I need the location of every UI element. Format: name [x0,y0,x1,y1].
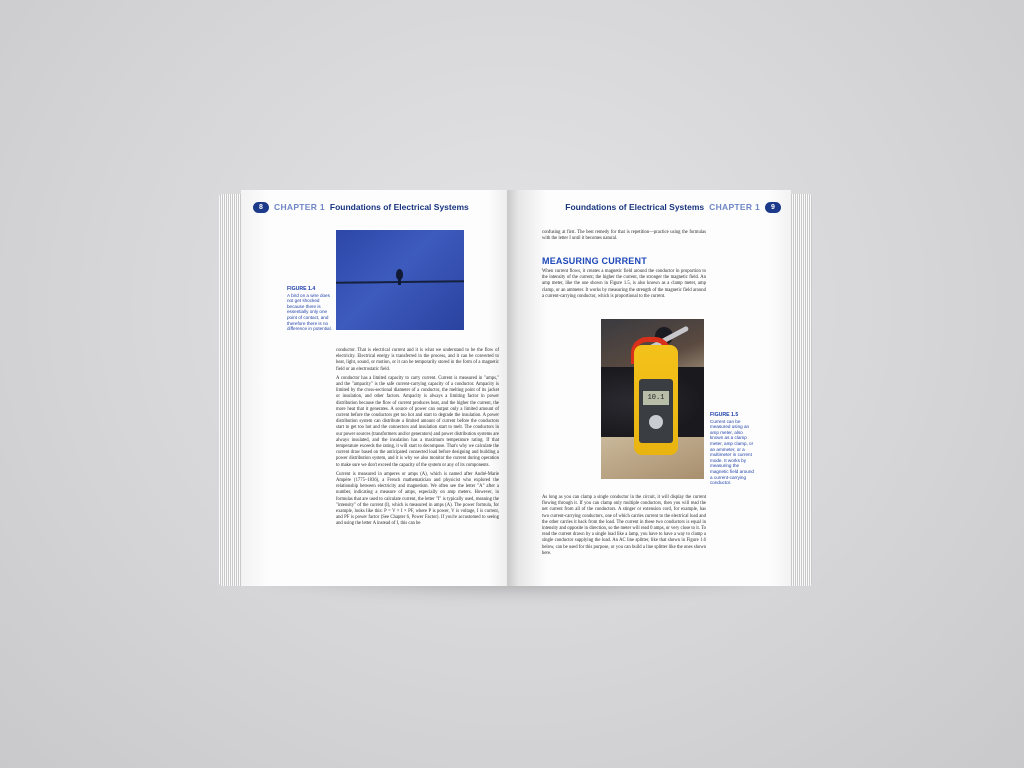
bird-on-wire-photo [336,230,464,330]
figure-label: FIGURE 1.4 [287,286,316,292]
clamp-meter [634,345,678,455]
page-number-badge: 8 [253,202,269,213]
chapter-label: CHAPTER 1 [274,202,325,212]
figure-caption-1-4 [287,287,333,332]
open-book [219,190,812,590]
paragraph: When current flows, it creates a magnetic field around the conductor in proportion to the intensity of the current; the higher the current, the stronger the magnetic field. An amp meter, like the one shown in Figure 1.5, is also known as a clamp meter, amp clamp, or an ammeter. It works by measuring the strength of the magnetic field around a current-carrying conductor, which is proportional to the current. [542,269,706,299]
paragraph: Current is measured in amperes or amps (A), which is named after André-Marie Ampère (1775–1836), a French mathematician and physicist who explored the relationship between electricity and magnetism. We often see the letter "A" after a number, indicating a measure of amps, especially on amp meters. However, in formulas that are used to calculate current, the letter "I" is typically used, meaning the "intensity" of the current (I), which is measured in amps (A). The power formula, for example, looks like this: P = V × I × PF, where P is power, V is voltage, I is current, and PF is power factor (See Chapter 6, Power Factor). If you're accustomed to seeing and using the letter A instead of I, this can be [336,471,499,527]
bird-silhouette [396,269,403,280]
meter-display: 10.1 [643,391,669,405]
paragraph: confusing at first. The best remedy for that is repetition—practice using the formulas with the letter I until it becomes natural. [542,230,706,242]
figure-caption-text: A bird on a wire does not get shocked because there is essentially only one point of contact, and therefore there is no difference in potential. [287,292,332,332]
right-page-header [565,202,781,213]
clamp-meter-photo [601,319,704,479]
section-body-text [542,269,706,303]
right-intro-text [542,230,706,245]
left-page [241,190,529,586]
figure-caption-text: Current can be measured using an amp meter, also known as a clamp meter, amp clamp, or an ammeter, or a multimeter in current mode. It works by measuring the magnetic field around a current-carrying conductor. [710,418,754,486]
left-page-header [253,202,469,213]
chapter-label: CHAPTER 1 [709,202,760,212]
figure-label: FIGURE 1.5 [710,412,739,418]
right-closing-text [542,495,706,560]
paragraph: As long as you can clamp a single conductor in the circuit, it will display the current flowing through it. If you can clamp only multiple conductors, then you will read the net current from all of the conductors. A stinger or extension cord, for example, has two current-carrying conductors, one of which carries current to the electrical load and the other carries it back from the load. The current in these two conductors is equal in intensity and opposite in direction, so the meter will read 0 amps, or very close to it. To read the current drawn by a single load like a lamp, you have to have a way to clamp a single conductor supplying the load. An AC line splitter, like that shown in Figure 1.6 below, can be used for this purpose, or you can build a line splitter like the ones shown here. [542,495,706,556]
chapter-title: Foundations of Electrical Systems [565,202,705,212]
chapter-title: Foundations of Electrical Systems [329,202,469,212]
meter-face [639,379,673,443]
right-page [507,190,791,586]
paragraph: A conductor has a limited capacity to carry current. Current is measured in "amps," and the "ampacity" is the safe current-carrying capacity of a conductor. Ampacity is limited by the cross-sectional diameter of a conductor, the melting point of its jacket or insulation, and other factors. Ampacity is always a limiting factor in power distribution because the flow of current produces heat, and the higher the current, the more heat that it generates. A source of power can output only a limited amount of current before the conductors get too hot and start to degrade the insulation. A power distribution system can distribute a limited amount of current before the conductors start to get too hot and the connectors and insulation start to melt. The conductors in our power sources (transformers and/or generators) and power distribution systems are always insulated, and the insulation has a maximum temperature rating. If that temperature exceeds the rating, it will start to decompose. That's why we calculate the current draw based on the anticipated connected load before designing and building a power distribution system, and it is why we also monitor the current during operation to make sure we don't exceed the capacity of the system or any of its components. [336,375,499,468]
page-number-badge: 9 [765,202,781,213]
meter-dial [649,415,663,429]
paragraph: conductor. That is electrical current and it is what we understand to be the flow of electricity. Electrical energy is transferred in the process, and it can be converted to heat, light, sound, or motion, or it can be temporarily stored in the form of a magnetic field or an electrostatic field. [336,348,499,372]
figure-caption-1-5 [710,413,756,486]
left-body-text [336,348,499,531]
section-heading: MEASURING CURRENT [542,256,647,266]
